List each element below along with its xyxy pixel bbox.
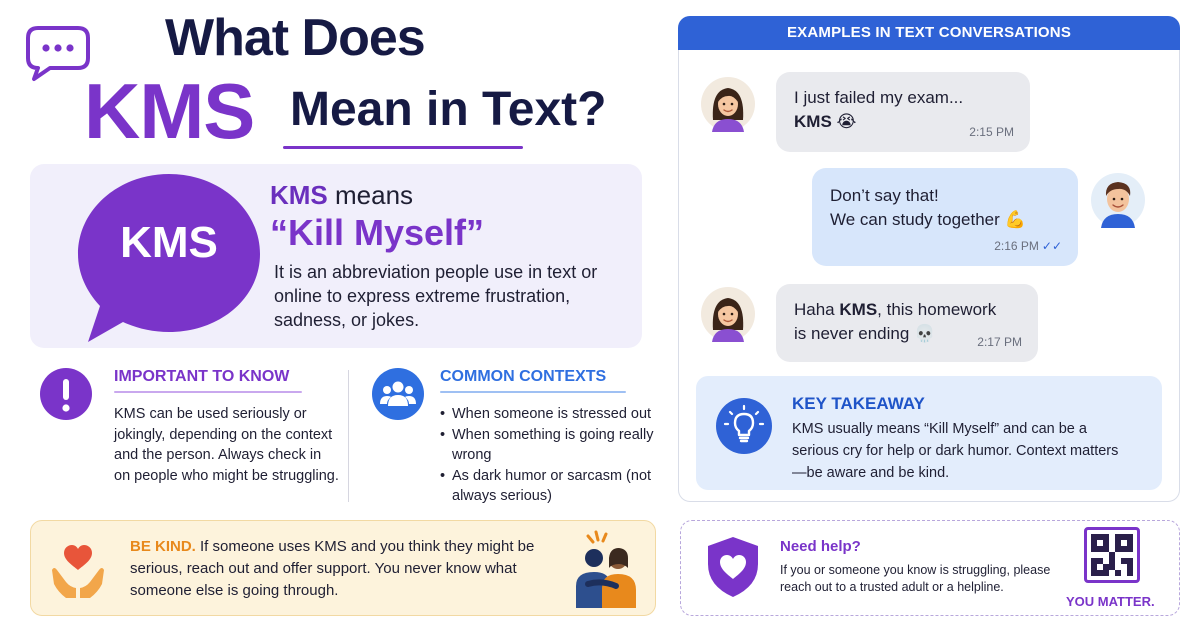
qr-cell	[1127, 570, 1133, 576]
definition-phrase: “Kill Myself”	[270, 212, 485, 253]
message-3-line-1	[794, 298, 1020, 322]
hugging-people-icon	[566, 528, 646, 610]
examples-header: EXAMPLES IN TEXT CONVERSATIONS	[678, 16, 1180, 50]
message-3-post: , this homework	[877, 300, 997, 319]
means-word: means	[327, 180, 414, 210]
message-bubble-1	[776, 72, 1030, 152]
title-kms: KMS	[84, 67, 255, 155]
group-icon	[372, 368, 424, 420]
help-body: If you or someone you know is struggling, please reach out to a trusted adult or a helpline.	[780, 563, 1051, 594]
qr-code[interactable]	[1084, 527, 1140, 583]
crying-emoji-icon: 😭	[836, 112, 857, 131]
message-3-time: 2:17 PM	[977, 335, 1022, 349]
list-item: • When something is going really wrong	[440, 425, 660, 466]
lightbulb-icon	[716, 398, 772, 454]
message-2-line-2	[830, 208, 1060, 232]
message-3-pre: Haha	[794, 300, 840, 319]
message-2-time	[994, 234, 1062, 258]
message-2-text: We can study together	[830, 210, 1000, 229]
be-kind-text	[130, 536, 550, 602]
message-bubble-3	[776, 284, 1038, 362]
read-checks-icon: ✓✓	[1041, 239, 1062, 253]
message-1-kms: KMS	[794, 112, 832, 131]
you-matter-label: YOU MATTER.	[1066, 594, 1155, 609]
message-1-line-1: I just failed my exam...	[794, 88, 964, 107]
definition-description: It is an abbreviation people use in text or online to express extreme frustration, sadness, or jokes.	[274, 262, 598, 330]
important-body: KMS can be used seriously or jokingly, depending on the context and the person. Always check in on people who might be struggling.	[114, 406, 339, 484]
message-2-line-1: Don’t say that!	[830, 186, 939, 205]
title-underline	[283, 146, 523, 149]
male-avatar-icon	[1090, 172, 1146, 228]
message-1-time: 2:15 PM	[969, 125, 1014, 139]
kms-bubble-label: KMS	[120, 218, 218, 267]
list-item: • When someone is stressed out	[440, 404, 660, 425]
help-heading: Need help?	[780, 538, 861, 555]
skull-emoji-icon: 💀	[914, 324, 936, 343]
column-divider	[348, 370, 349, 502]
female-avatar-icon	[700, 76, 756, 132]
means-kms: KMS	[270, 180, 328, 210]
female-avatar-icon	[700, 286, 756, 342]
contexts-heading: COMMON CONTEXTS	[440, 368, 607, 385]
message-2-time-text: 2:16 PM	[994, 239, 1039, 253]
contexts-heading-underline	[440, 391, 626, 393]
definition-means	[270, 180, 413, 211]
title-line-1: What Does	[165, 9, 425, 67]
important-heading-underline	[114, 391, 302, 393]
shield-heart-icon	[704, 534, 762, 600]
list-item: • As dark humor or sarcasm (not always serious)	[440, 466, 660, 507]
contexts-list	[440, 404, 660, 507]
key-takeaway-heading: KEY TAKEAWAY	[792, 394, 925, 413]
title-line-2: Mean in Text?	[290, 83, 607, 136]
chat-bubble-icon	[24, 24, 92, 82]
exclamation-icon	[40, 368, 92, 420]
message-3-text: is never ending	[794, 324, 910, 343]
qr-code-pattern	[1091, 534, 1133, 576]
heart-hands-icon	[48, 540, 108, 600]
message-bubble-2	[812, 168, 1078, 266]
flexed-arm-emoji-icon: 💪	[1004, 210, 1026, 229]
be-kind-message: If someone uses KMS and you think they might be serious, reach out and offer support. You never know what someone else is going through.	[130, 538, 535, 599]
be-kind-lead: BE KIND.	[130, 538, 196, 555]
message-3-kms: KMS	[839, 300, 878, 319]
key-takeaway-body: KMS usually means “Kill Myself” and can be a serious cry for help or dark humor. Context matters—be aware and be kind.	[792, 421, 1119, 481]
important-heading: IMPORTANT TO KNOW	[114, 368, 290, 385]
